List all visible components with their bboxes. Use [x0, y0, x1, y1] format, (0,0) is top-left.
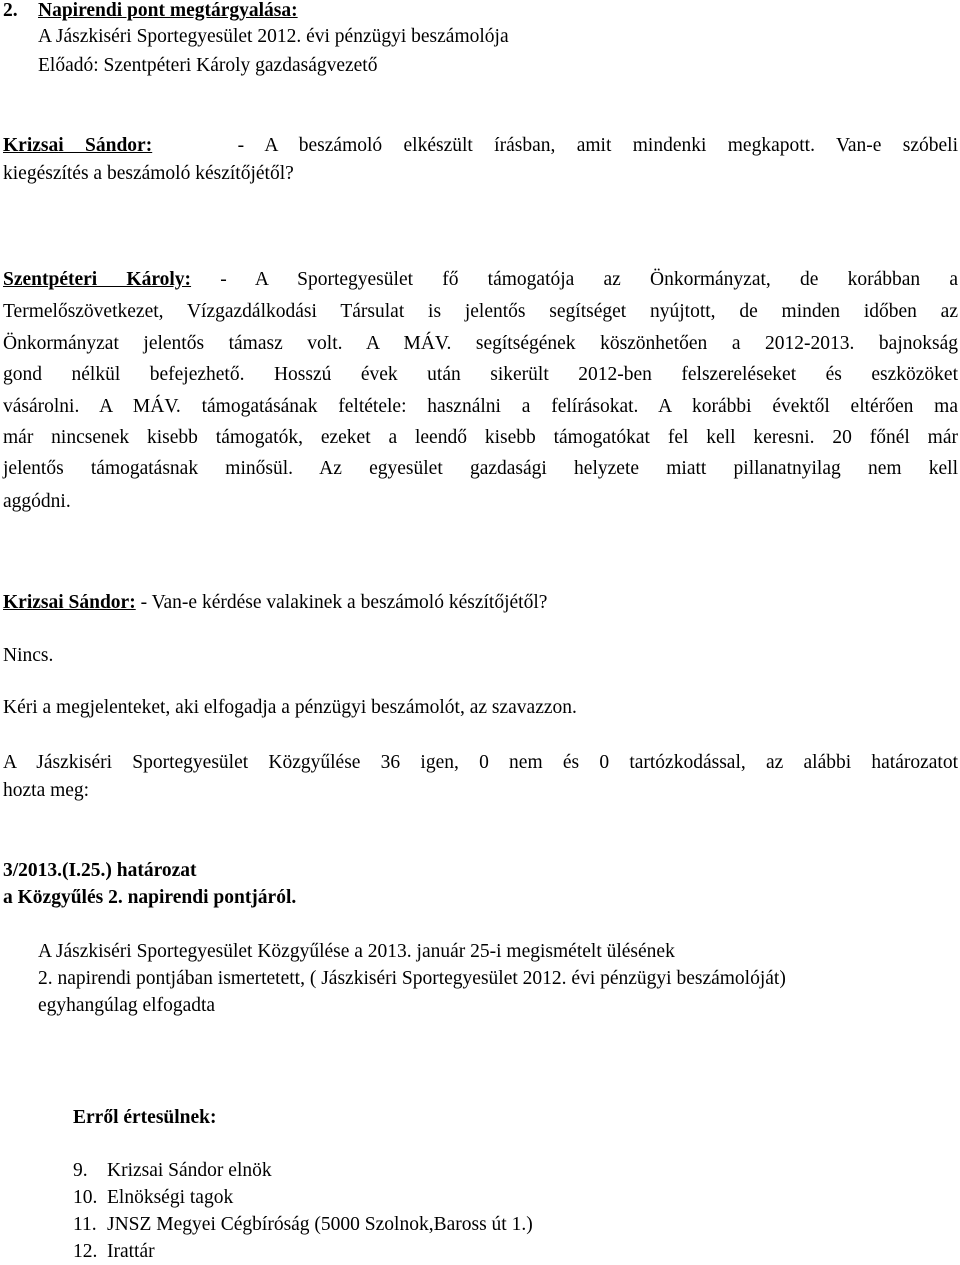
notify-heading: Erről értesülnek: — [73, 1107, 217, 1128]
list-item-text: Elnökségi tagok — [107, 1187, 234, 1208]
list-item-number: 9. — [73, 1160, 88, 1181]
p2-line4: gond nélkül befejezhető. Hosszú évek után sikerült 2012-ben felszereléseket és eszközöket — [3, 364, 958, 385]
list-item-text: Irattár — [107, 1241, 155, 1262]
speaker-name: Krizsai Sándor: — [3, 135, 153, 156]
list-item-text: Krizsai Sándor elnök — [107, 1160, 272, 1181]
list-item — [73, 1214, 533, 1236]
p3-line — [3, 592, 547, 614]
resolution-subtitle: a Közgyűlés 2. napirendi pontjáról. — [3, 887, 297, 908]
p2-line3: Önkormányzat jelentős támasz volt. A MÁV. segítségének köszönhetően a 2012-2013. bajnokság — [3, 333, 958, 354]
p3-text: - Van-e kérdése valakinek a beszámoló készítőjétől? — [140, 592, 548, 613]
resolution-line3: egyhangúlag elfogadta — [38, 995, 216, 1016]
p2-line7: jelentős támogatásnak minősül. Az egyesület gazdasági helyzete miatt pillanatnyilag nem kell — [3, 458, 958, 479]
list-item — [73, 1241, 155, 1263]
speaker-name: Krizsai Sándor: — [3, 592, 136, 613]
vote-line1: A Jászkiséri Sportegyesület Közgyűlése 36 igen, 0 nem és 0 tartózkodással, az alábbi határozatot — [3, 752, 958, 773]
list-item-number: 10. — [73, 1187, 98, 1208]
keri-text: Kéri a megjelenteket, aki elfogadja a pénzügyi beszámolót, az szavazzon. — [3, 697, 577, 718]
resolution-title: 3/2013.(I.25.) határozat — [3, 860, 197, 881]
agenda-subject: A Jászkiséri Sportegyesület 2012. évi pénzügyi beszámolója — [38, 26, 509, 47]
vote-line2: hozta meg: — [3, 780, 90, 801]
agenda-number: 2. — [3, 0, 18, 21]
agenda-heading: Napirendi pont megtárgyalása: — [38, 0, 298, 21]
p2-line1 — [3, 266, 958, 293]
nincs-text: Nincs. — [3, 645, 54, 666]
p1-line1 — [3, 132, 958, 159]
agenda-presenter: Előadó: Szentpéteri Károly gazdaságvezető — [38, 55, 378, 76]
list-item — [73, 1160, 272, 1182]
p2-line6: már nincsenek kisebb támogatók, ezeket a leendő kisebb támogatókat fel kell keresni. 20 főnél már — [3, 427, 958, 448]
resolution-line2: 2. napirendi pontjában ismertetett, ( Jászkiséri Sportegyesület 2012. évi pénzügyi beszámolóját) — [38, 968, 786, 989]
p2-line2: Termelőszövetkezet, Vízgazdálkodási Társulat is jelentős segítséget nyújtott, de minden időben az — [3, 301, 958, 322]
p2-line5: vásárolni. A MÁV. támogatásának feltétele: használni a felírásokat. A korábbi évektől eltérően ma — [3, 396, 958, 417]
list-item-text: JNSZ Megyei Cégbíróság (5000 Szolnok,Baross út 1.) — [107, 1214, 533, 1235]
p1-line2: kiegészítés a beszámoló készítőjétől? — [3, 163, 294, 184]
p2-line8: aggódni. — [3, 491, 71, 512]
list-item-number: 11. — [73, 1214, 97, 1235]
list-item-number: 12. — [73, 1241, 98, 1262]
speaker-name: Szentpéteri Károly: — [3, 269, 192, 290]
list-item — [73, 1187, 233, 1209]
resolution-line1: A Jászkiséri Sportegyesület Közgyűlése a 2013. január 25-i megismételt ülésének — [38, 941, 675, 962]
p1-text: - A beszámoló elkészült írásban, amit mindenki megkapott. Van-e szóbeli — [237, 135, 959, 156]
p2-text: - A Sportegyesület fő támogatója az Önkormányzat, de korábban a — [220, 269, 959, 290]
